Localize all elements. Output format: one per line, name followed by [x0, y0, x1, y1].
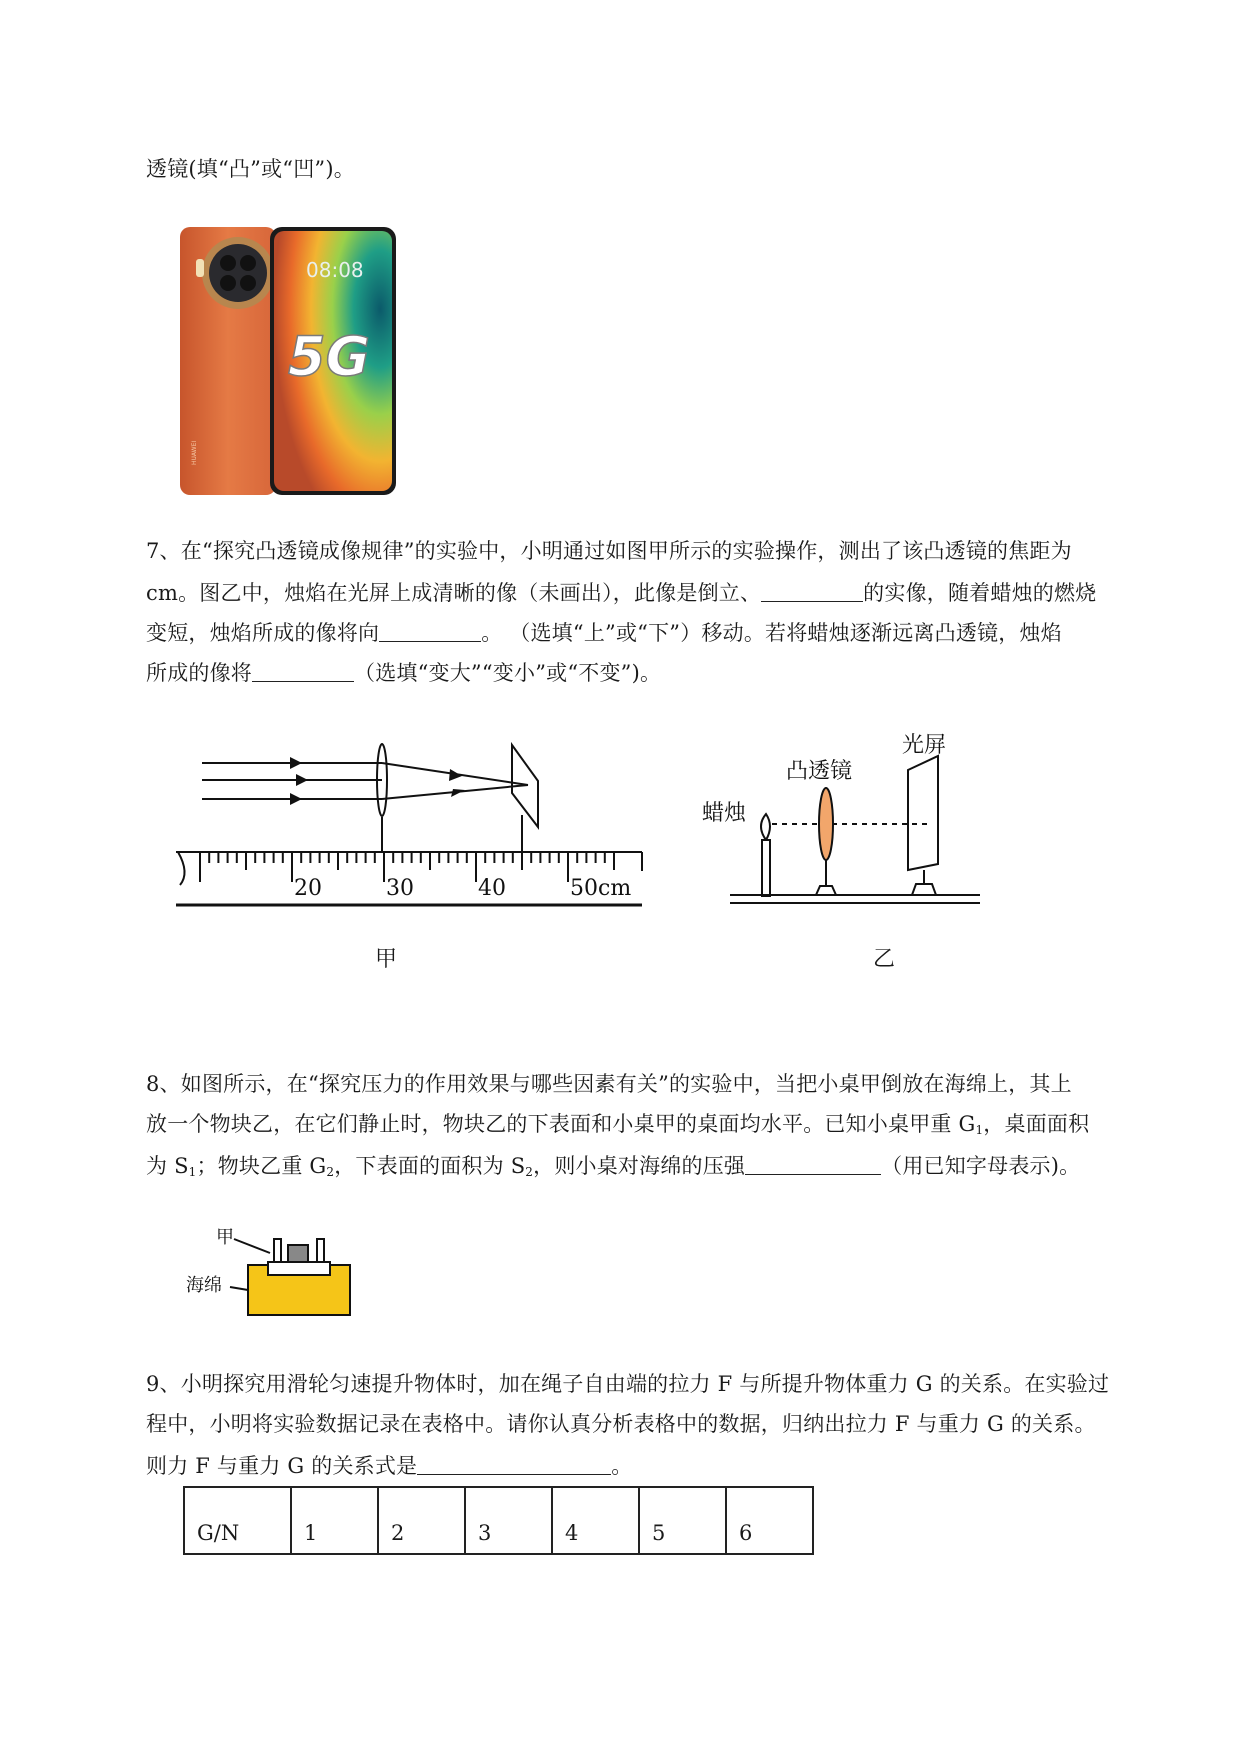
- label-sponge: 海绵: [186, 1275, 222, 1296]
- ruler-label-40: 40: [478, 876, 506, 901]
- table-cell: 3: [465, 1487, 552, 1554]
- ruler-label-20: 20: [294, 876, 322, 901]
- q8-line-3: 为 $S_1$；物块乙重 $G_2$，下表面的面积为 $S_2$，则小桌对海绵的压强 （用已知字母表示)。: [146, 1154, 1081, 1179]
- q7-line-2: cm。图乙中，烛焰在光屏上成清晰的像（未画出），此像是倒立、 的实像，随着蜡烛的燃烧: [146, 581, 1097, 605]
- figure-jia-focal-length: [170, 735, 660, 915]
- table-cell: 1: [291, 1487, 378, 1554]
- top-line: 透镜(填“凸”或“凹”)。: [146, 157, 355, 181]
- table-cell: 4: [552, 1487, 639, 1554]
- figure-yi-optical-bench: [700, 730, 990, 910]
- table-cell: 5: [639, 1487, 726, 1554]
- data-table: [183, 1486, 814, 1555]
- figure-table-on-sponge: [180, 1225, 360, 1325]
- brand-label: HUAWEI: [191, 440, 198, 465]
- q9-line-1: 9、小明探究用滑轮匀速提升物体时，加在绳子自由端的拉力 F 与所提升物体重力 G 的关系。在实验过: [146, 1372, 1110, 1396]
- q9-line-2: 程中，小明将实验数据记录在表格中。请你认真分析表格中的数据，归纳出拉力 F 与重力 G 的关系。: [146, 1412, 1096, 1436]
- table-header-cell: G/N: [184, 1487, 291, 1554]
- table-row: [184, 1487, 813, 1554]
- q8-line-2: 放一个物块乙，在它们静止时，物块乙的下表面和小桌甲的桌面均水平。已知小桌甲重 $G_1$，桌面面积: [146, 1112, 1090, 1137]
- phone-5g-badge: 5G: [288, 325, 370, 388]
- ruler-label-30: 30: [386, 876, 414, 901]
- phone-time: 08:08: [306, 258, 364, 282]
- label-candle: 蜡烛: [702, 801, 747, 826]
- q7-line-3: 变短，烛焰所成的像将向 。 （选填“上”或“下”）移动。若将蜡烛逐渐远离凸透镜，烛焰: [146, 621, 1062, 645]
- answer-blank[interactable]: [379, 619, 481, 642]
- q9-line-3: 则力 F 与重力 G 的关系式是 。: [146, 1454, 633, 1478]
- answer-blank[interactable]: [252, 659, 354, 682]
- q8-line-1: 8、如图所示，在“探究压力的作用效果与哪些因素有关”的实验中，当把小桌甲倒放在海绵上，其上: [146, 1072, 1072, 1096]
- answer-blank[interactable]: [745, 1152, 881, 1175]
- answer-blank[interactable]: [761, 579, 863, 602]
- q7-line-4: 所成的像将 （选填“变大”“变小”或“不变”)。: [146, 661, 662, 685]
- phone-image: [178, 225, 398, 497]
- label-table-jia: 甲: [216, 1227, 234, 1248]
- label-light-screen: 光屏: [902, 733, 947, 758]
- label-convex-lens: 凸透镜: [786, 759, 853, 784]
- table-cell: 2: [378, 1487, 465, 1554]
- figure-yi-caption: 乙: [873, 947, 896, 972]
- figure-jia-caption: 甲: [375, 947, 398, 972]
- ruler-label-50cm: 50cm: [570, 876, 632, 901]
- q7-line-1: 7、在“探究凸透镜成像规律”的实验中，小明通过如图甲所示的实验操作，测出了该凸透镜的焦距为: [146, 539, 1072, 563]
- table-cell: 6: [726, 1487, 813, 1554]
- answer-blank[interactable]: [417, 1452, 611, 1475]
